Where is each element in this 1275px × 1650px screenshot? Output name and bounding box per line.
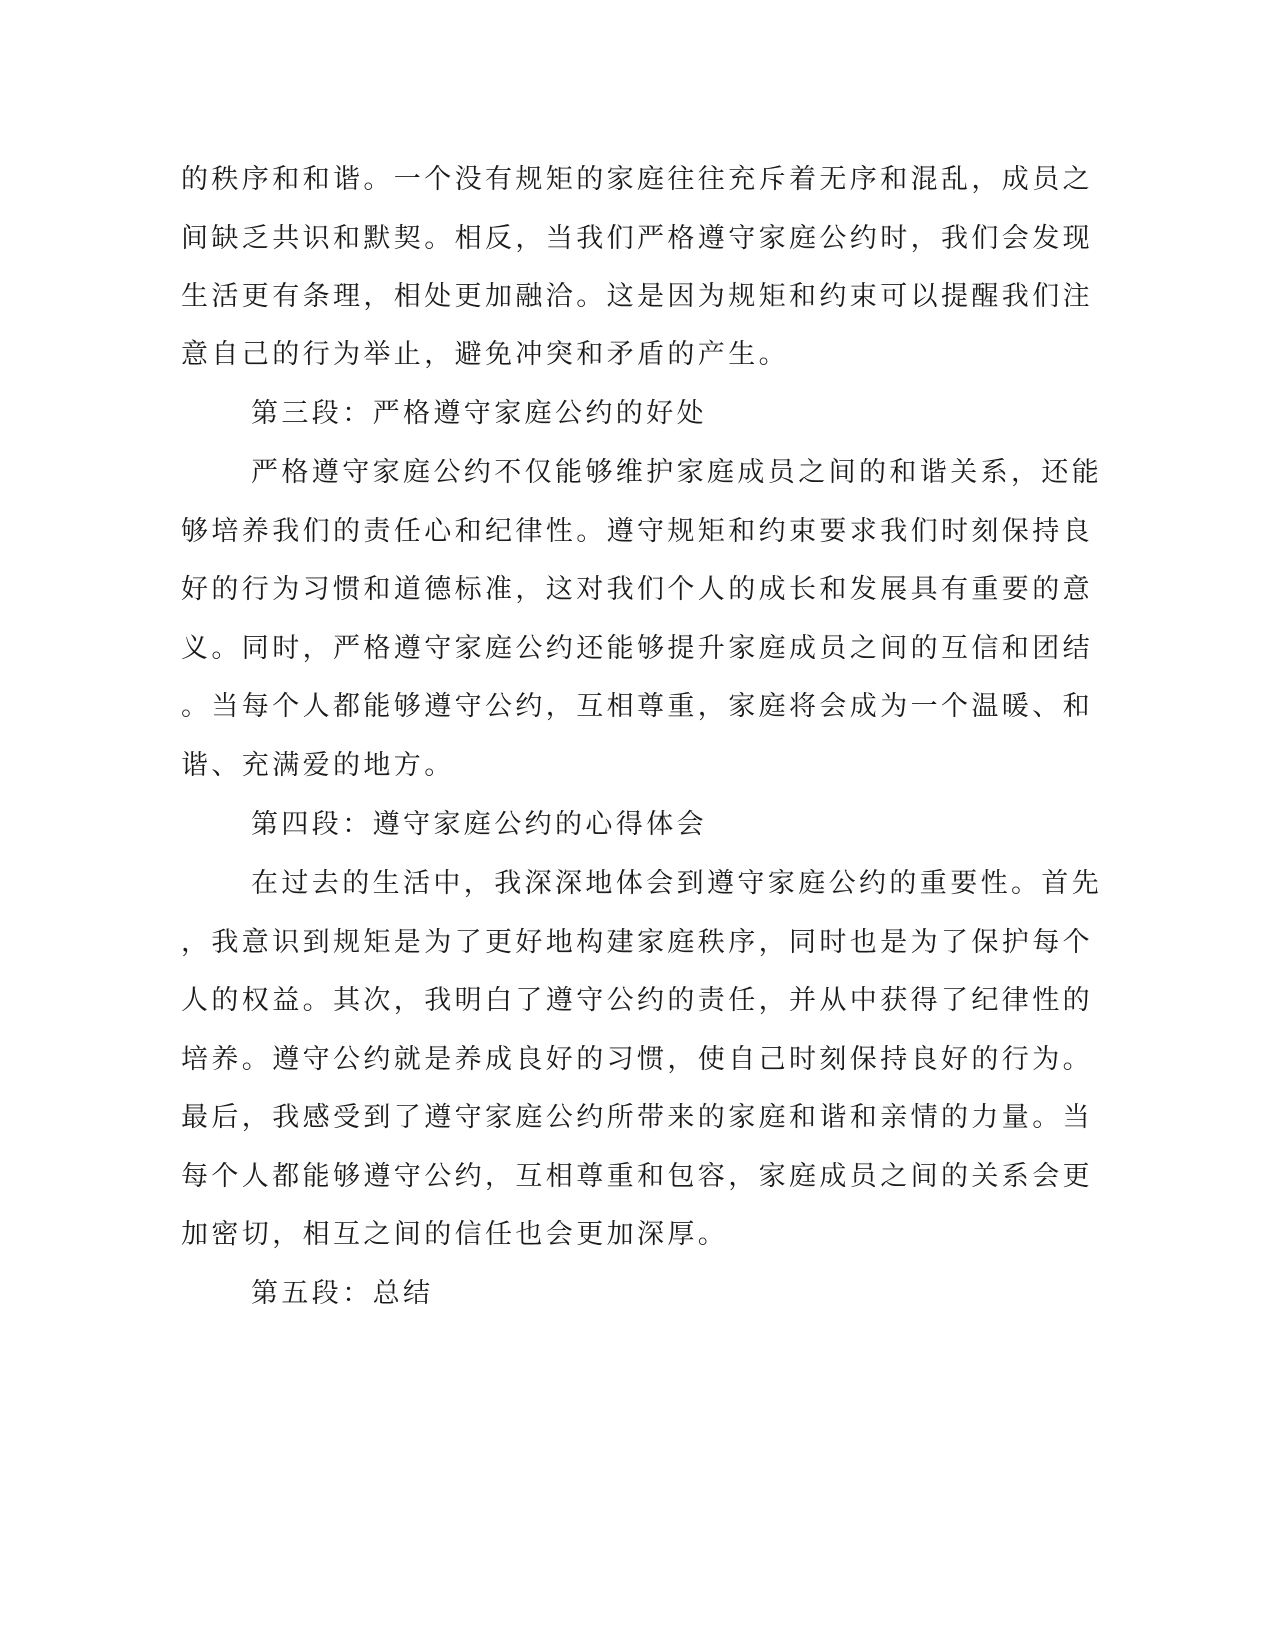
paragraph-3-line-4: 义。同时，严格遵守家庭公约还能够提升家庭成员之间的互信和团结 <box>181 633 1093 664</box>
paragraph-2-line-2: 间缺乏共识和默契。相反，当我们严格遵守家庭公约时，我们会发现 <box>181 223 1093 254</box>
paragraph-4-line-4: 培养。遵守公约就是养成良好的习惯，使自己时刻保持良好的行为。 <box>181 1044 1093 1075</box>
paragraph-2-line-4: 意自己的行为举止，避免冲突和矛盾的产生。 <box>181 339 789 370</box>
paragraph-2-line-1: 的秩序和和谐。一个没有规矩的家庭往往充斥着无序和混乱，成员之 <box>181 164 1093 195</box>
paragraph-3-line-1: 严格遵守家庭公约不仅能够维护家庭成员之间的和谐关系，还能 <box>251 457 1103 488</box>
paragraph-4-line-6: 每个人都能够遵守公约，互相尊重和包容，家庭成员之间的关系会更 <box>181 1161 1093 1192</box>
paragraph-3-line-6: 谐、充满爱的地方。 <box>181 750 455 781</box>
paragraph-3-line-5: 。当每个人都能够遵守公约，互相尊重，家庭将会成为一个温暖、和 <box>181 691 1093 722</box>
section-5-heading: 第五段：总结 <box>251 1278 434 1309</box>
paragraph-3-line-2: 够培养我们的责任心和纪律性。遵守规矩和约束要求我们时刻保持良 <box>181 516 1093 547</box>
paragraph-4-line-3: 人的权益。其次，我明白了遵守公约的责任，并从中获得了纪律性的 <box>181 985 1093 1016</box>
paragraph-4-line-1: 在过去的生活中，我深深地体会到遵守家庭公约的重要性。首先 <box>251 868 1103 899</box>
paragraph-4-line-2: ，我意识到规矩是为了更好地构建家庭秩序，同时也是为了保护每个 <box>181 927 1093 958</box>
section-4-heading: 第四段：遵守家庭公约的心得体会 <box>251 809 707 840</box>
paragraph-3-line-3: 好的行为习惯和道德标准，这对我们个人的成长和发展具有重要的意 <box>181 574 1093 605</box>
section-3-heading: 第三段：严格遵守家庭公约的好处 <box>251 398 707 429</box>
paragraph-4-line-5: 最后，我感受到了遵守家庭公约所带来的家庭和谐和亲情的力量。当 <box>181 1102 1093 1133</box>
paragraph-4-line-7: 加密切，相互之间的信任也会更加深厚。 <box>181 1219 729 1250</box>
paragraph-2-line-3: 生活更有条理，相处更加融洽。这是因为规矩和约束可以提醒我们注 <box>181 281 1093 312</box>
